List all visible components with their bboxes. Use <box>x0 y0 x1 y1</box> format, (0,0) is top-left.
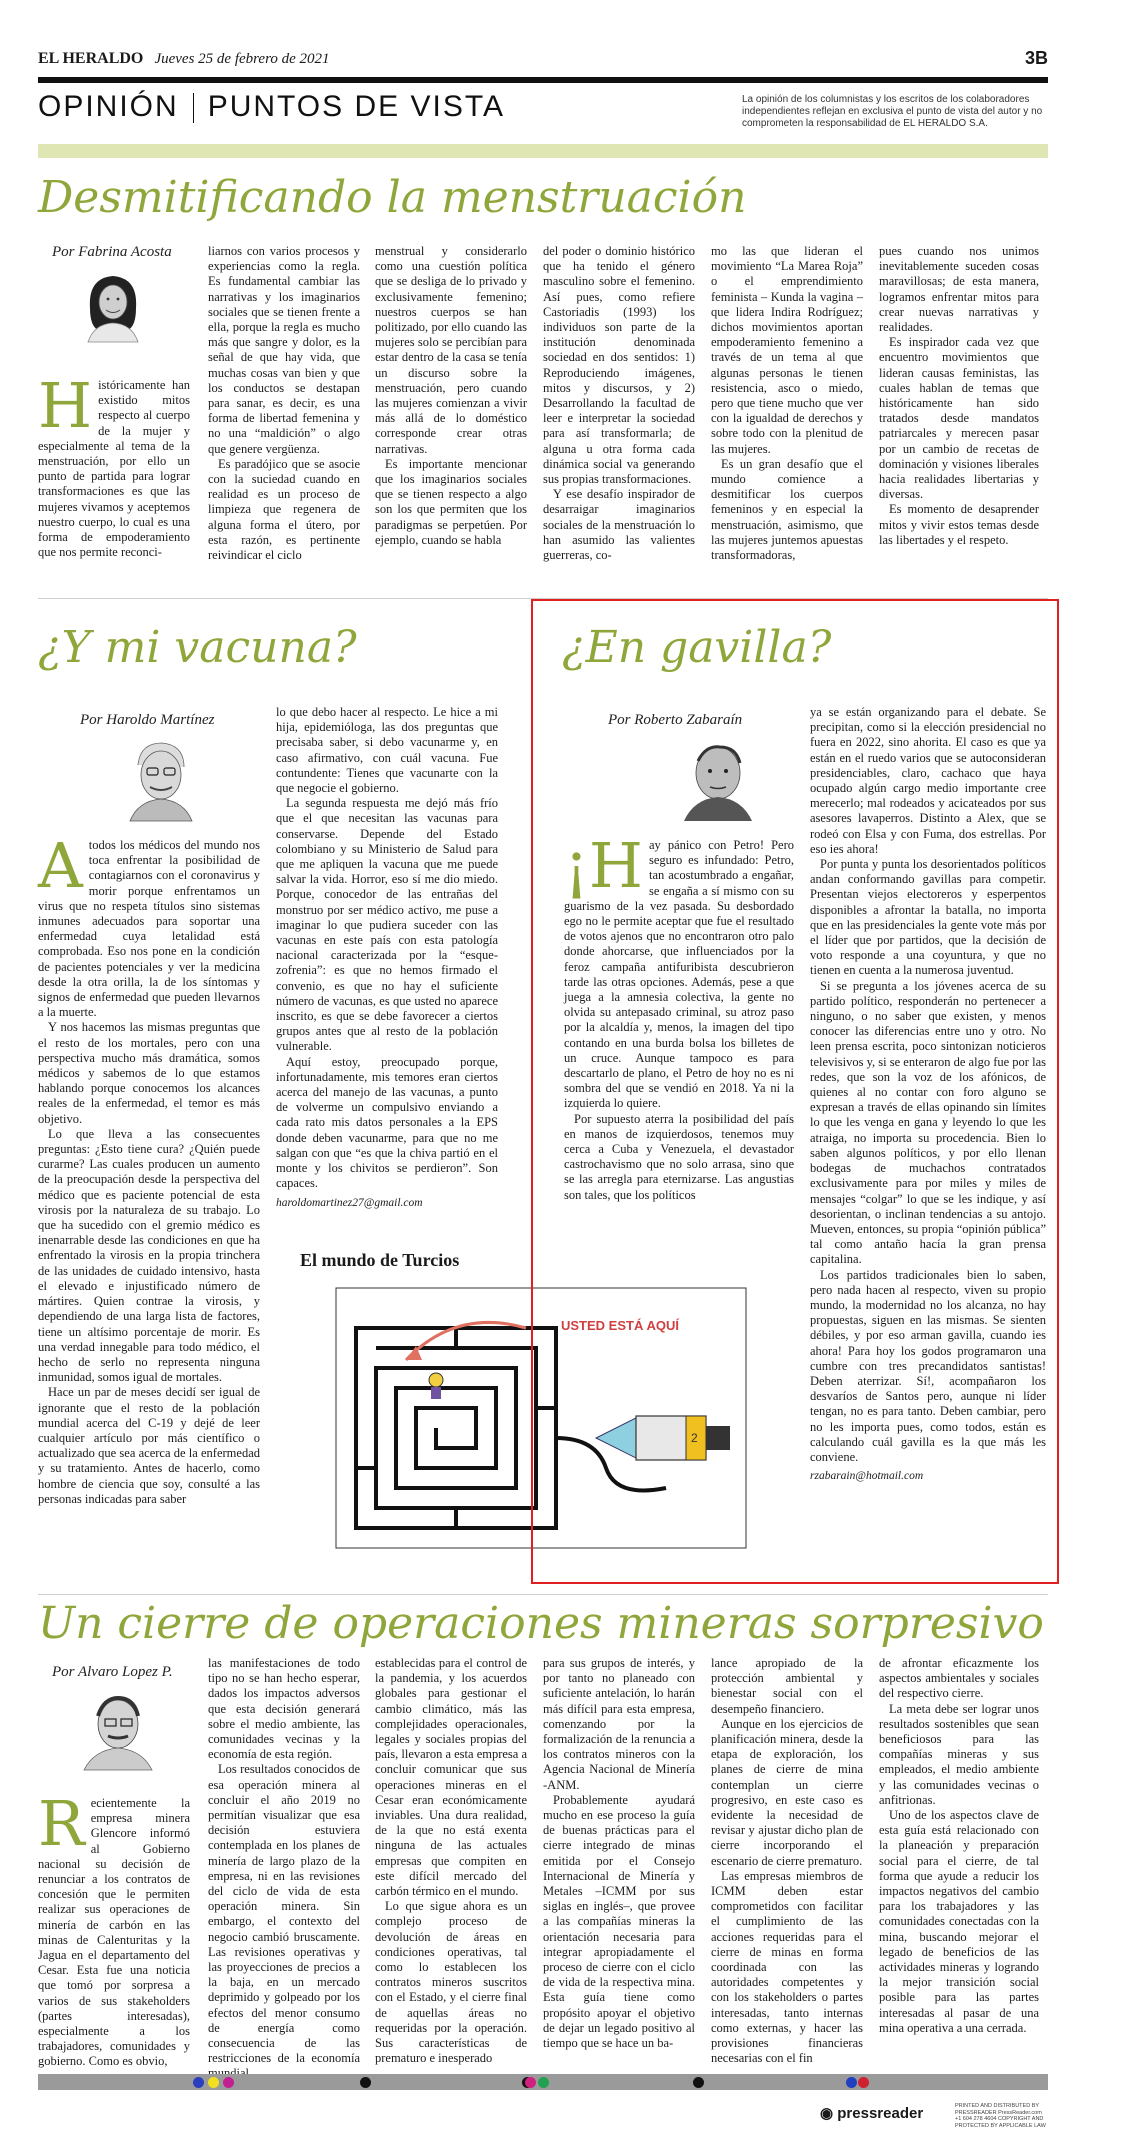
article3-col1 <box>564 829 794 1578</box>
paragraph: La meta debe ser lograr unos resultados sostenibles que sean beneficiosos para las compañías mineras y sus empleados, el medio ambiente y las comunidades vecinas o anfitrionas. <box>879 1701 1039 1807</box>
footer-fine-print: PRINTED AND DISTRIBUTED BY PRESSREADER PressReader.com +1 604 278 4604 COPYRIGHT AND PROTECTED BY APPLICABLE LAW <box>955 2103 1046 2129</box>
paragraph: Los partidos tradicionales bien lo saben, pero nada hacen al respecto, viven su propio mundo, la modernidad no los alcanza, no hay propuestas, siguen en las mismas. Se sienten débiles, y por eso arman gavilla, cuando ies ahora! Para hoy los godos programaron una cumbre con tres precandidatos santistas! Deben aterrizar. Sí!, acompañaron los desvaríos de Santos pero, aunque ni líder tengan, no es para tanto. Deben cambiar, pero no les importa pues, como todos, están es calculando cuál gavilla es la que más les conviene. <box>810 1267 1046 1464</box>
comic-label: USTED ESTÁ AQUÍ <box>561 1318 679 1333</box>
byline-haroldo-martinez: Por Haroldo Martínez <box>80 712 215 728</box>
registration-dot-blue-2 <box>846 2077 857 2088</box>
article2-col2 <box>276 705 498 1213</box>
registration-dot-magenta <box>223 2077 234 2088</box>
article2-col1 <box>38 829 260 1578</box>
paragraph: de afrontar eficazmente los aspectos ambientales y sociales del respectivo cierre. <box>879 1656 1039 1701</box>
article4-col6 <box>879 1656 1039 2066</box>
email-zabarain[interactable]: rzabarain@hotmail.com <box>810 1470 924 1483</box>
divider-article3 <box>38 1594 1048 1595</box>
paper-name: EL HERALDO <box>38 50 144 67</box>
article3-col2 <box>810 705 1046 1578</box>
article1-col5 <box>711 244 863 590</box>
paragraph: Es momento de desaprender mitos y vivir estos temas desde las libertades y el respeto. <box>879 502 1039 547</box>
paragraph: Lo que lleva a las consecuentes preguntas: ¿Esto tiene cura? ¿Quién puede curarme? Las cuales producen un aumento de la preocupación desde la perspectiva del médico que es paciente potencial de esta virosis por la naturaleza de su trabajo. Lo que ha sucedido con el gremio médico es inenarrable desde las condiciones en que ha enfrentado la virosis en la propia trinchera de las unidades de cuidado intensivo, hasta el elevado e injustificado número de mártires. Quien contrae la virosis, y dependiendo de una larga lista de factores, tiene un altísimo porcentaje de morir. Es una verdad innegable para todo médico, el hecho de serlo no representa ninguna inmunidad, somos igual de mortales. <box>38 1126 260 1385</box>
article1-col1: Históricamente han existido mitos respecto al cuerpo de la mujer y especialmente al tema de la menstruación, por ello un punto de partida para lograr transformaciones es que las mujeres vivamos y aceptemos nuestro cuerpo, lo cual es una forma de empoderamiento que nos permite reconci- <box>38 369 190 560</box>
article1-col4 <box>543 244 695 590</box>
color-registration-bar <box>38 2074 1048 2090</box>
paragraph: pues cuando nos unimos inevitablemente suceden cosas maravillosas; de esta manera, logramos enfrentar mitos para crear nuevas narrativas y realidades. <box>879 244 1039 335</box>
registration-dot-green <box>538 2077 549 2088</box>
paragraph: Es importante mencionar que los imaginarios sociales que se tienen respecto a algo son los que permiten que los paradigmas se perpetúen. Por ejemplo, cuando se habla <box>375 456 527 547</box>
section-puntos-de-vista: PUNTOS DE VISTA <box>207 90 505 123</box>
syringe-mark: 2 <box>691 1431 698 1445</box>
paragraph: Es inspirador cada vez que encuentro movimientos que lideran causas feministas, las cuales hablan de temas que históricamente han sido tratados desde mandatos patriarcales y merecen pasar por un cambio de recetas de dominación y visiones liberales hacia realidades libertarias y diversas. <box>879 335 1039 502</box>
paragraph: menstrual y considerarlo como una cuestión política que se desliga de lo privado y exclusivamente femenino; nuestros cuerpos se han politizado, por ello cuando las mujeres solo se percibían para estar dentro de la casa se tenía un discurso sobre la menstruación, pero cuando las mujeres comienzan a vivir más allá de lo doméstico corresponde crear otras narrativas. <box>375 244 527 456</box>
email-haroldo[interactable]: haroldomartinez27@gmail.com <box>276 1196 423 1209</box>
paragraph: Lo que sigue ahora es un complejo proceso de devolución de áreas en condiciones operativas, tal como lo establecen los contratos mineros suscritos con el Estado, y el cierre final de aquellas áreas no requeridas por la operación. Sus características de prematuro e inesperado <box>375 1899 527 2066</box>
paragraph: Si se pregunta a los jóvenes acerca de su partido político, responderán no pertenecer a ninguno, o no saber que existen, y menos conocer las diferencias entre uno y otro. No leen prensa escrita, poco sintonizan noticieros televisivos y, si se enteraron de algo fue por las redes, que son la voz de los afónicos, de quienes al no contar con foro alguno se expresan a través de ellas opinando sin límites lo que les venga en gana y leyendo lo que les atraiga, no importa su procedencia. Bien lo saben algunos políticos, y por ello llenan bodegas de muchachos contratados exclusivamente para por miles y miles de mensajes “colgar” lo que se les indique, y así desorientan, o inclinan tendencias a su antojo. Mueven, entonces, su propia “opinión pública” tal como antaño hacía la gran prensa capitalina. <box>810 978 1046 1267</box>
section-divider <box>193 93 194 123</box>
headline-y-mi-vacuna: ¿Y mi vacuna? <box>38 622 357 673</box>
paragraph: liarnos con varios procesos y experiencias como la regla. Es fundamental cambiar las narrativas y los imaginarios sociales que se tienen frente a ella, porque la regla es mucho más que sangre y dolor, es la señal de que hay vida, que muchas cosas van bien y que los conductos se destapan para sanar, es decir, es una forma de libertad femenina y no una “maldición” o algo que genere vergüenza. <box>208 244 360 456</box>
section-rule-green <box>38 144 1048 158</box>
paragraph: mo las que lideran el movimiento “La Marea Roja” o el emprendimiento feminista – Kunda la vagina – que lidera Indira Rodríguez; dichos movimientos aportan empoderamiento femenino a través de un tema al que algunas personas le tienen resistencia, asco o miedo, pero que tiene mucho que ver con la igualdad de derechos y sobre todo con la plenitud de las mujeres. <box>711 244 863 456</box>
article4-col1: Recientemente la empresa minera Glencore informó al Gobierno nacional su decisión de renunciar a los contratos de concesión que le permiten realizar sus operaciones de minería de carbón en las minas de Calenturitas y la Jagua en el departamento del Cesar. Esta fue una noticia que tomó por sorpresa a varios de sus stakeholders (partes interesadas), especialmente a los trabajadores, comunidades y gobierno. Como es obvio, <box>38 1787 190 2069</box>
comic-title: El mundo de Turcios <box>300 1250 460 1270</box>
paragraph: Aunque en los ejercicios de planificación minera, desde la etapa de exploración, los planes de cierre de mina contemplan un cierre progresivo, en este caso es evidente la necesidad de revisar y ajustar dicho plan de cierre incorporando el escenario de cierre prematuro. <box>711 1716 863 1868</box>
article1-col3 <box>375 244 527 590</box>
registration-dot-pink <box>525 2077 536 2088</box>
paragraph: las manifestaciones de todo tipo no se han hecho esperar, dados los impactos adversos que esta decisión generará sobre el medio ambiente, las comunidades vecinas y la economía de esta región. <box>208 1656 360 1762</box>
paragraph: Hace un par de meses decidí ser igual de ignorante que el resto de la población mundial acerca del C-19 y dejé de leer cualquier artículo por más científico o actualizado que sea acerca de la enfermedad y su tratamiento. Antes de hacerlo, como hombre de ciencia que soy, consulté a las personas indicadas para saber <box>38 1385 260 1506</box>
headline-operaciones-mineras: Un cierre de operaciones mineras sorpresivo <box>38 1598 1044 1649</box>
paragraph: Las empresas miembros de ICMM deben estar comprometidos con facilitar el cumplimiento de las acciones requeridas para el cierre de minas en forma coordinada con las autoridades competentes y con los stakeholders o partes interesadas, tanto internas como externas, y hacer las provisiones financieras necesarias con el fin <box>711 1868 863 2066</box>
paragraph: Por supuesto aterra la posibilidad del país en manos de izquierdosos, tenemos muy cerca a Cuba y Venezuela, el devastador castrochavismo que no solo arrasa, sino que se las arregla para eternizarse. Las angustias son tales, que los políticos <box>564 1111 794 1202</box>
registration-dot-black-3 <box>693 2077 704 2088</box>
paragraph: Aquí estoy, preocupado porque, infortunadamente, mis temores eran ciertos acerca del manejo de las vacunas, a punto de volverme un compulsivo enviando a cada rato mis datos personales a la EPS donde deben vacunarme, para que no me salgan con que “es que la chiva partió en el monte y los chivitos se perdieron”. Son capaces. <box>276 1054 498 1191</box>
byline-roberto-zabarain: Por Roberto Zabaraín <box>608 712 743 728</box>
paragraph: Uno de los aspectos clave de esta guía está relacionado con la planeación y preparación social para el cierre, de tal forma que ayude a reducir los impactos negativos del cambio para los trabajadores y las comunidades conectadas con la mina, buscando mejorar el legado de beneficios de las actividades mineras y logrando la mejor transición social posible para las partes interesadas al pasar de una mina operativa a una cerrada. <box>879 1808 1039 2035</box>
byline-alvaro-lopez: Por Alvaro Lopez P. <box>52 1664 173 1680</box>
registration-dot-blue <box>193 2077 204 2088</box>
portrait-haroldo-martinez <box>120 735 202 821</box>
disclaimer: La opinión de los columnistas y los escritos de los colaboradores independientes reflejan en exclusiva el punto de vista del autor y no comprometen la responsabilidad de EL HERALDO S.A. <box>742 94 1043 129</box>
portrait-roberto-zabarain <box>676 735 760 821</box>
paragraph: La segunda respuesta me dejó más frío que el que necesitan las vacunas para conservarse. Depende del Estado colombiano y su Ministerio de Salud para que me apliquen la vacuna que me puede salvar la vida. Horror, eso sí me dio miedo. Porque, conocedor de las entrañas del monstruo por ser médico activo, me puse a imaginar lo que pudiera suceder con las vacunas en este país con esta patología nacional caracterizada por la “esque-zofrenia”: es que no hemos firmado el convenio, es que no hay el suficiente número de vacunas, es que usted no aparece inscrito, es que se debe favorecer a ciertos grupos antes que al resto de la población vulnerable. <box>276 796 498 1054</box>
registration-dot-red <box>858 2077 869 2088</box>
byline-fabrina-acosta: Por Fabrina Acosta <box>52 244 172 260</box>
section-opinion: OPINIÓN <box>38 90 179 123</box>
registration-dot-black <box>360 2077 371 2088</box>
paragraph: Es un gran desafío que el mundo comience a desmitificar los cuerpos femeninos y en especial la menstruación, asimismo, que las mujeres juntemos apuestas transformadoras, <box>711 456 863 563</box>
paragraph: Los resultados conocidos de esa operación minera al concluir el año 2019 no permitían visualizar que esa decisión estuviera contemplada en los planes de minería de largo plazo de la empresa, ni en las revisiones del ciclo de vida de esta operación minera. Sin embargo, el contexto del negocio cambió bruscamente. Las revisiones operativas y las proyecciones de precios a la baja, en un mercado deprimido y golpeado por los efectos del menor consumo de energía como consecuencia de las restricciones de la economía <box>208 1762 360 2066</box>
page-number: 3B <box>1024 48 1048 68</box>
article1-col6 <box>879 244 1039 590</box>
article4-col2 <box>208 1656 360 2066</box>
pressreader-brand: pressreader <box>837 2105 924 2122</box>
paragraph: Es paradójico que se asocie con la suciedad cuando en realidad es un proceso de limpieza que regenera de alguna forma el útero, por esta razón, es pertinente reivindicar el ciclo <box>208 456 360 563</box>
paragraph: del poder o dominio histórico que ha tenido el género masculino sobre el femenino. Así pues, como refiere Castoriadis (1993) los individuos son parte de la institución denominada sociedad en dos sentidos: 1) Reproduciendo imágenes, mitos y discursos, y 2) Desarrollando la facultad de leer e interpretar la sociedad para así transformarla; de alguna u otra forma cada dinámica social va generando sus propias transformaciones. <box>543 244 695 487</box>
portrait-fabrina-acosta <box>78 268 148 342</box>
article1-col2 <box>208 244 360 590</box>
dropcap-h: H <box>38 369 93 442</box>
cartoon-figure <box>429 1373 443 1387</box>
paragraph: lance apropiado de la protección ambiental y bienestar social con el desempeño financiero. <box>711 1656 863 1716</box>
paragraph: ay pánico con Petro! Pero seguro es infundado: Petro, tan acostumbrado a engañar, se engaña a sí mismo con su guarismo de la vez pasada. Su desbordado ego no le permite aceptar que fue el resultado de votos ajenos que no encontraron otro palo donde ahorcarse, que influenciados por la feroz campaña antifuribista descubrieron tarde las otras opciones. Además, pese a que juega a la amnesia colectiva, la gente no olvida su antepasado criminal, su atroz paso por la alcaldía y, menos, la imagen del tipo contando en una burda bolsa los billetes de un cruce. Aunque tampoco es para descartarlo de plano, el Petro de hoy no es ni sombra del que se vendió en 2018. Ya ni la izquierda lo quiere. <box>564 838 794 1111</box>
dropcap-a: A <box>38 829 83 902</box>
dropcap-r: R <box>38 1787 85 1860</box>
pressreader-logo-icon: ◉ pressreader <box>820 2105 924 2122</box>
paragraph: establecidas para el control de la pandemia, y los acuerdos globales para gestionar el cambio climático, más las complejidades operacionales, legales y sociales propias del país, llevaron a esta empresa a concluir comunicar que sus operaciones mineras en el Cesar eran económicamente inviables. Una dura realidad, de la que no está exenta ninguna de las actuales empresas que compiten en este difícil mercado del carbón térmico en el mundo. <box>375 1656 528 1899</box>
headline-en-gavilla: ¿En gavilla? <box>562 622 832 673</box>
paragraph: Y ese desafío inspirador de desarraigar imaginarios sociales de la menstruación lo han asumido las valientes guerreras, co- <box>543 487 695 563</box>
paragraph: todos los médicos del mundo nos toca enfrentar la posibilidad de contagiarnos con el coronavirus y morir porque enfrentamos un virus que no respeta títulos sino sistemas inmunes adecuados para soportar una enfermedad cuya letalidad está comprobada. Eso nos pone en la condición de pacientes potenciales y ver la medicina desde la otra orilla, la de los síntomas y signos de enfermedad que pueden llevarnos a la muerte. <box>38 838 260 1020</box>
masthead <box>38 48 1048 72</box>
paragraph: lo que debo hacer al respecto. Le hice a mi hija, epidemióloga, las dos preguntas que precisaba saber, si debo vacunarme y, en caso afirmativo, con cuál vacuna. Fue contundente: Tienes que vacunarte con la que negocie el gobierno. <box>276 705 498 796</box>
article4-col4 <box>543 1656 695 2066</box>
dropcap-h-exclamation: ¡H <box>564 829 643 902</box>
article4-col5 <box>711 1656 863 2066</box>
registration-dot-yellow <box>208 2077 219 2088</box>
paragraph: Probablemente ayudará mucho en ese proceso la guía de buenas prácticas para el cierre integrado de minas emitida por el Consejo Internacional de Minería y Metales –ICMM por sus siglas en inglés–, que provee a las compañías mineras la orientación necesaria para integrar apropiadamente el proceso de cierre con el ciclo de vida de la respectiva mina. Esta guía tiene como propósito apoyar el objetivo de dejar un legado positivo al tiempo que se hace un ba- <box>543 1792 695 2051</box>
paragraph: Por punta y punta los desorientados políticos andan conformando gavillas para competir. Presentan viejos electoreros y esperpentos disponibles a afrontar la batalla, no importa que en las presidenciales la gente vote más por el líder que por partidos, que la decisión de voto responde a una coyuntura, y que no tienen en cuenta a la numerosa juventud. <box>810 857 1046 978</box>
article4-col3 <box>375 1656 527 2066</box>
section-header <box>38 90 505 128</box>
headline-menstruacion: Desmitificando la menstruación <box>38 172 747 223</box>
portrait-alvaro-lopez <box>78 1688 158 1770</box>
masthead-rule <box>38 77 1048 83</box>
paragraph: para sus grupos de interés, y por tanto no planeado con suficiente antelación, lo harán más difícil para esta empresa, comenzando por la formalización de la renuncia a los contratos mineros con la Agencia Nacional de Minería -ANM. <box>543 1656 695 1792</box>
issue-date: Jueves 25 de febrero de 2021 <box>154 51 330 67</box>
paragraph: ya se están organizando para el debate. Se precipitan, como si la elección presidencial no fuera en 2022, sino ahorita. El caso es que ya están en el ruedo varios que se autoconsideran presidenciables, claro, cachaco que haya ocupado algún cargo medio importante cree merecerlo; mal rodeados y acicateados por sus asesores lavaperros. Distinto a Alex, que se rodeó con Elsa y con Fuma, dos estrellas. Por eso ies ahora! <box>810 705 1046 856</box>
paragraph: Y nos hacemos las mismas preguntas que el resto de los mortales, pero con una perspectiva mucho más dramática, somos médicos y sabemos de lo que estamos hablando porque conocemos los alcances reales de la enfermedad, el temor es más objetivo. <box>38 1020 260 1126</box>
